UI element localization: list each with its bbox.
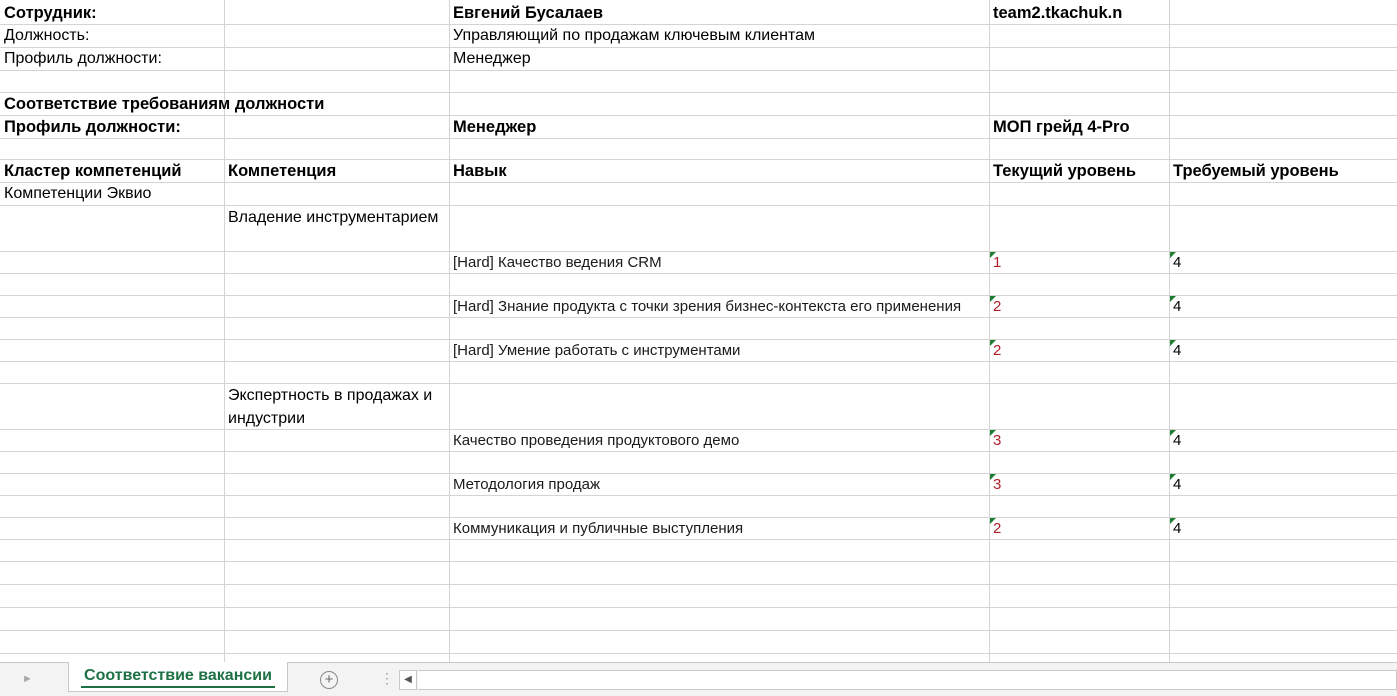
competency-name[interactable]: Экспертность в продажах и индустрии — [228, 387, 433, 427]
profile-value[interactable]: Менеджер — [453, 50, 531, 67]
row-divider — [0, 630, 1397, 631]
prev-sheet-icon[interactable]: ► — [22, 673, 33, 685]
required-level[interactable]: 4 — [1173, 254, 1182, 271]
row-divider — [0, 561, 1397, 562]
header-cluster[interactable]: Кластер компетенций — [4, 162, 182, 180]
required-level[interactable]: 4 — [1173, 432, 1182, 449]
current-level[interactable]: 2 — [993, 298, 1002, 315]
skill-name[interactable]: Качество проведения продуктового демо — [453, 432, 740, 449]
sheet-tab-bar — [0, 662, 1397, 696]
current-level[interactable]: 3 — [993, 432, 1002, 449]
header-competency[interactable]: Компетенция — [228, 162, 337, 180]
employee-name[interactable]: Евгений Бусалаев — [453, 4, 603, 22]
current-level[interactable]: 2 — [993, 342, 1002, 359]
row-divider — [0, 138, 1397, 139]
active-tab-underline — [81, 686, 275, 688]
row-divider — [0, 205, 1397, 206]
position-label[interactable]: Должность: — [4, 27, 90, 44]
required-level[interactable]: 4 — [1173, 476, 1182, 493]
skill-name[interactable]: [Hard] Умение работать с инструментами — [453, 342, 741, 359]
row-divider — [0, 653, 1397, 654]
row-divider — [0, 383, 1397, 384]
skill-name[interactable]: Коммуникация и публичные выступления — [453, 520, 744, 537]
drag-handle-icon[interactable]: ⋮ — [380, 670, 394, 686]
row-divider — [0, 584, 1397, 585]
compliance-profile-value[interactable]: Менеджер — [453, 118, 537, 136]
required-level[interactable]: 4 — [1173, 520, 1182, 537]
compliance-title[interactable]: Соответствие требованиям должности — [4, 95, 325, 113]
cluster-name[interactable]: Компетенции Эквио — [4, 185, 152, 202]
horizontal-scrollbar[interactable] — [418, 670, 1397, 690]
skill-name[interactable]: Методология продаж — [453, 476, 600, 493]
row-divider — [0, 70, 1397, 71]
sheet-tab-active[interactable] — [68, 662, 288, 692]
current-level[interactable]: 2 — [993, 520, 1002, 537]
header-required-level[interactable]: Требуемый уровень — [1173, 162, 1339, 180]
compliance-profile-label[interactable]: Профиль должности: — [4, 118, 181, 136]
col-divider — [989, 0, 990, 662]
col-divider — [1169, 0, 1170, 662]
position-value[interactable]: Управляющий по продажам ключевым клиентам — [453, 27, 815, 44]
skill-name[interactable]: [Hard] Качество ведения CRM — [453, 254, 662, 271]
header-current-level[interactable]: Текущий уровень — [993, 162, 1136, 180]
header-skill[interactable]: Навык — [453, 162, 507, 180]
required-level[interactable]: 4 — [1173, 298, 1182, 315]
sheet-tab-label: Соответствие вакансии — [84, 667, 272, 684]
required-level[interactable]: 4 — [1173, 342, 1182, 359]
employee-login[interactable]: team2.tkachuk.n — [993, 4, 1123, 22]
current-level[interactable]: 3 — [993, 476, 1002, 493]
competency-name[interactable]: Владение инструментарием — [228, 209, 439, 226]
plus-circle-icon[interactable]: + — [320, 671, 338, 689]
grade-value[interactable]: МОП грейд 4-Pro — [993, 118, 1130, 136]
col-divider — [449, 0, 450, 662]
current-level[interactable]: 1 — [993, 254, 1002, 271]
skill-name[interactable]: [Hard] Знание продукта с точки зрения бизнес-контекста его применения — [453, 298, 962, 315]
profile-label[interactable]: Профиль должности: — [4, 50, 162, 67]
employee-label[interactable]: Сотрудник: — [4, 4, 97, 22]
row-divider — [0, 607, 1397, 608]
scroll-left-arrow-icon[interactable]: ◀ — [399, 670, 417, 690]
